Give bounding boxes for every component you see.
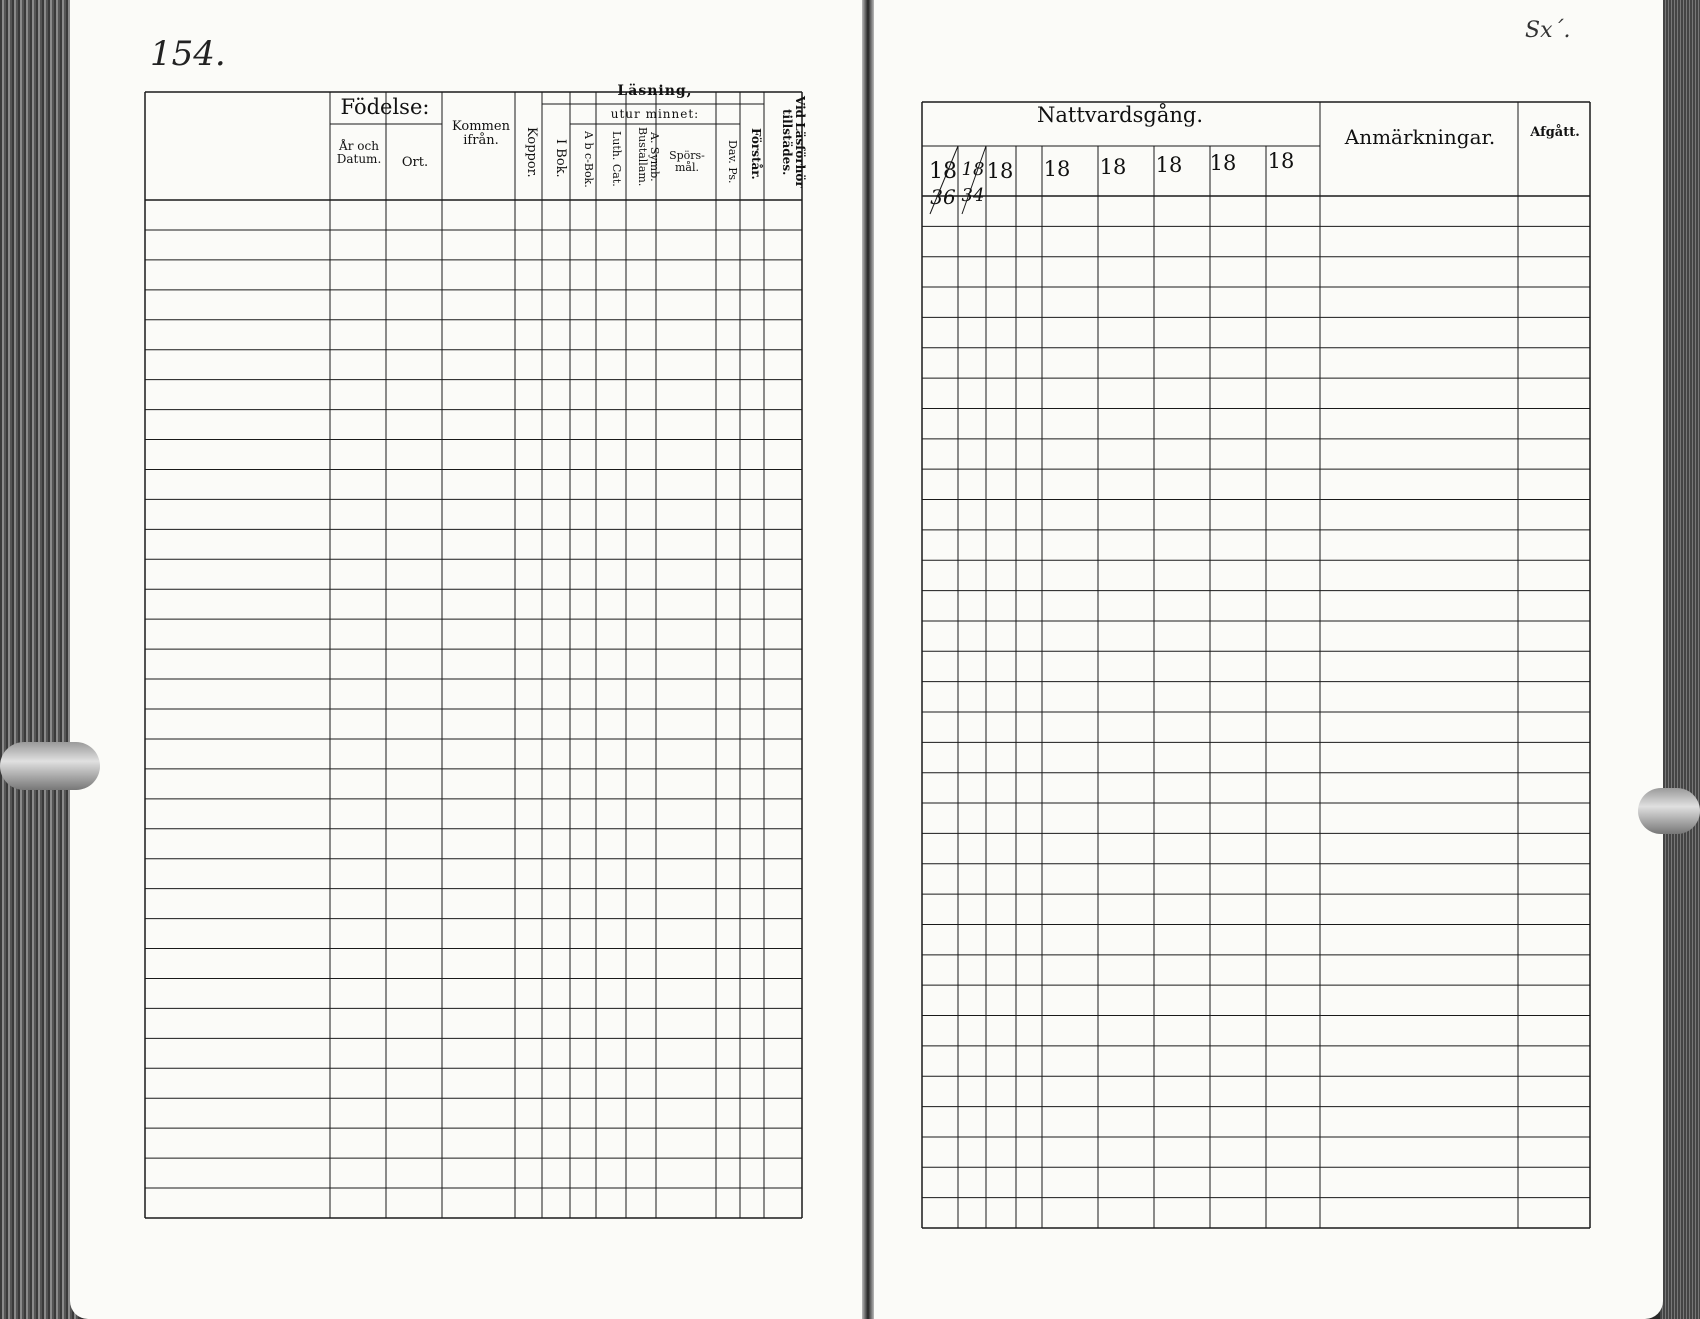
header-abc-bok: A b c-Bok. [582, 130, 595, 188]
header-dav-ps: Dav. Ps. [726, 140, 739, 184]
header-fodelse: Födelse: [340, 95, 430, 119]
header-year-col-6: 18 [1209, 151, 1237, 175]
header-anmarkningar: Anmärkningar. [1344, 125, 1496, 149]
header-luth-cat: Luth. Cat. [610, 131, 623, 187]
header-i-bok: I Bok. [553, 138, 568, 178]
header-hand-year-1: 36 [930, 185, 956, 209]
header-forstar: Förstår. [749, 128, 763, 180]
header-year-col-5: 18 [1155, 153, 1183, 177]
header-utur-minnet: utur minnet: [610, 107, 700, 121]
header-sporsmal: Spörs-mål. [669, 149, 705, 175]
header-year-col-3: 18 [1043, 157, 1071, 181]
header-kommen-ifran: Kommen ifrån. [452, 119, 510, 149]
header-year-col-2: 18 [986, 159, 1014, 183]
header-ort: Ort. [401, 155, 429, 170]
header-a-symb: A. Symb. Bustallam. [635, 127, 661, 187]
header-hand-year-2: 34 [961, 185, 985, 206]
header-afgatt: Afgått. [1530, 125, 1580, 140]
header-nattvardsgang: Nattvardsgång. [1036, 103, 1204, 127]
header-year-col-1: 18 [961, 159, 985, 180]
corner-mark: Sx´. [1525, 18, 1571, 43]
header-koppor: Koppor. [524, 126, 539, 178]
header-year-col-7: 18 [1267, 149, 1295, 173]
header-year-col-4: 18 [1099, 155, 1127, 179]
header-vid-lasforhor: Vid Läsförhör tillstädes. [779, 96, 807, 188]
page-number: 154. [150, 34, 226, 74]
header-ar-och-datum: År och Datum. [336, 139, 382, 167]
header-lasning: Läsning, [617, 83, 693, 99]
header-hand-prefix: 18 [929, 159, 957, 184]
